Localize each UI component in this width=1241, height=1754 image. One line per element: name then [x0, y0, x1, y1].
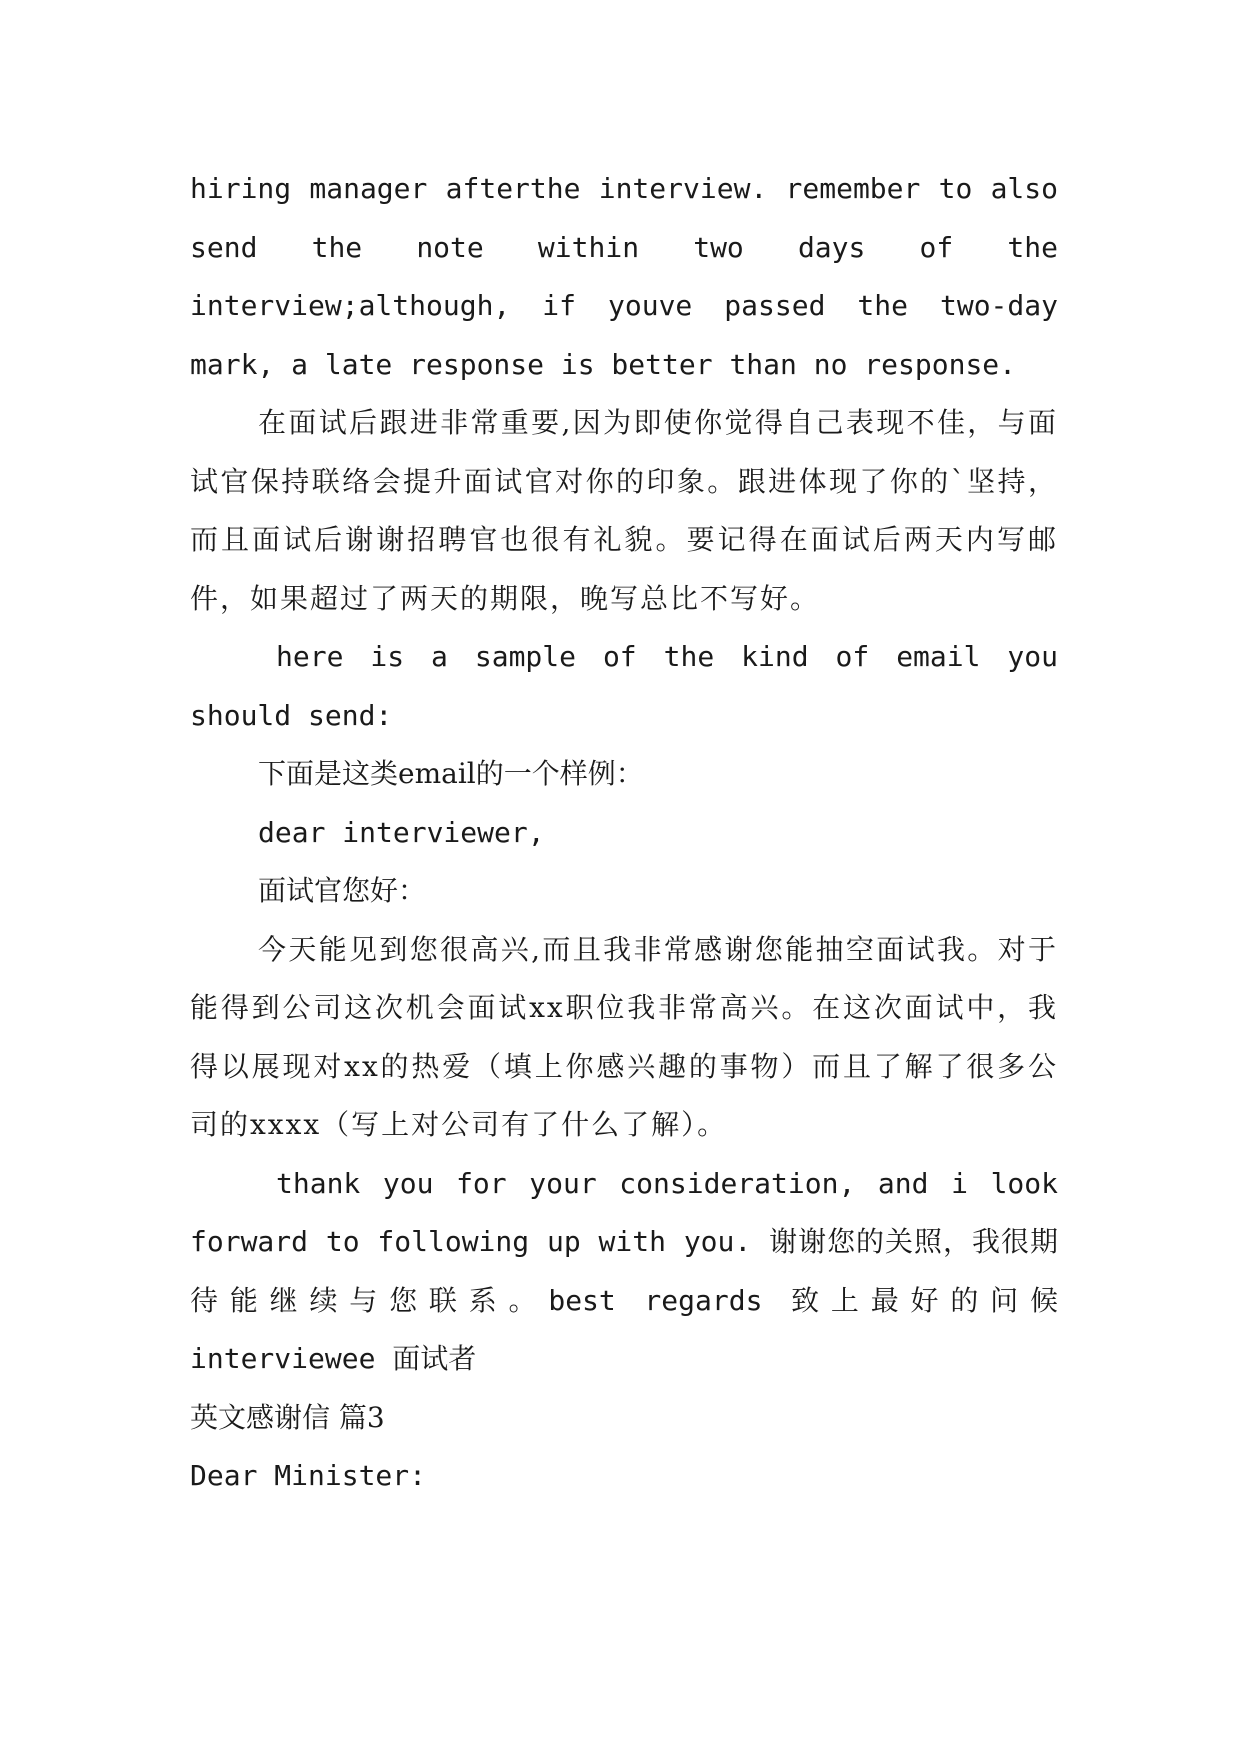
- paragraph-sample-intro-chinese: 下面是这类email的一个样例：: [258, 757, 644, 790]
- letter-salutation: Dear Minister:: [190, 1459, 427, 1492]
- email-greeting-english: dear interviewer,: [258, 815, 545, 849]
- document-page: [190, 160, 1058, 1506]
- paragraph-follow-up-english: [190, 160, 1058, 394]
- text-line: interview;although, if youve passed the two-day: [190, 289, 1058, 322]
- text-line: hiring manager afterthe interview. remember to also: [190, 172, 1058, 205]
- text-line: mark, a late response is better than no response.: [190, 347, 1017, 381]
- email-greeting-chinese: 面试官您好：: [258, 874, 427, 907]
- paragraph-follow-up-chinese: 在面试后跟进非常重要,因为即使你觉得自己表现不佳，与面试官保持联络会提升面试官对你的印象。跟进体现了你的`坚持，而且面试后谢谢招聘官也很有礼貌。要记得在面试后两天内写邮件，如果超过了两天的期限，晚写总比不写好。: [190, 406, 1058, 615]
- paragraph-sample-intro-english: here is a sample of the kind of email you should send:: [190, 640, 1058, 732]
- email-closing: thank you for your consideration, and i look forward to following up with you. 谢谢您的关照，我很期待能继续与您联系。best regards 致上最好的问候 interviewee 面试者: [190, 1166, 1058, 1375]
- email-body-chinese: 今天能见到您很高兴,而且我非常感谢您能抽空面试我。对于能得到公司这次机会面试xx职位我非常高兴。在这次面试中，我得以展现对xx的热爱（填上你感兴趣的事物）而且了解了很多公司的xxxx（写上对公司有了什么了解）。: [190, 932, 1058, 1141]
- section-heading: 英文感谢信 篇3: [190, 1400, 385, 1434]
- text-line: send the note within two days of the: [190, 230, 1058, 264]
